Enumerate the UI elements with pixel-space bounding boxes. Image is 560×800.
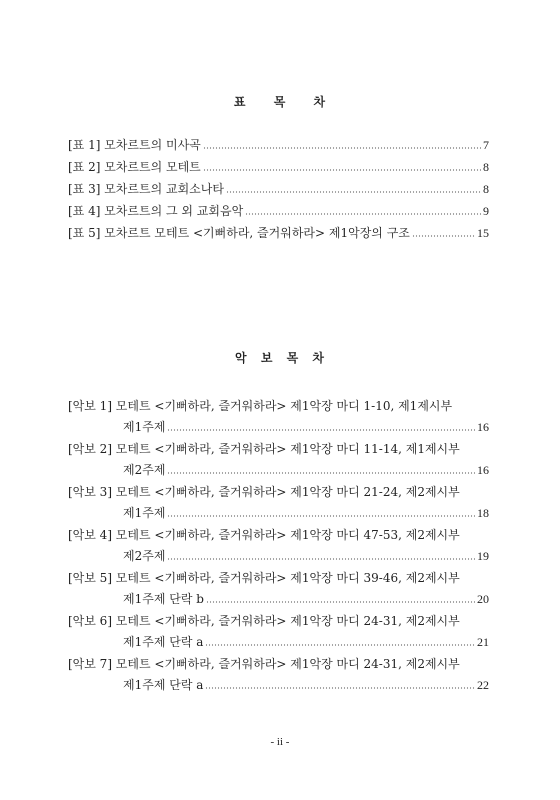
entry-label: [악보 4] 모테트 <기뻐하라, 즐거워하라> 제1악장 마디 47-53, 제2제시부	[68, 528, 460, 542]
table-entry-1[interactable]	[68, 138, 489, 153]
entry-label: [악보 5] 모테트 <기뻐하라, 즐거워하라> 제1악장 마디 39-46, 제2제시부	[68, 571, 460, 585]
leader-dots	[205, 644, 475, 646]
table-entry-5[interactable]	[68, 226, 489, 241]
entry-label: [악보 1] 모테트 <기뻐하라, 즐거워하라> 제1악장 마디 1-10, 제1제시부	[68, 399, 453, 413]
entry-label: [표 5] 모차르트 모테트 <기뻐하라, 즐거워하라> 제1악장의 구조	[68, 226, 410, 240]
example-entry-3[interactable]	[68, 485, 489, 521]
table-entry-2[interactable]	[68, 160, 489, 175]
entry-label: [악보 3] 모테트 <기뻐하라, 즐거워하라> 제1악장 마디 21-24, 제2제시부	[68, 485, 460, 499]
page-footer-number: - ii -	[270, 736, 290, 748]
leader-dots	[167, 472, 475, 474]
examples-section-title: 악 보 목 차	[235, 351, 325, 365]
leader-dots	[167, 515, 475, 517]
entry-label: [악보 7] 모테트 <기뻐하라, 즐거워하라> 제1악장 마디 24-31, 제2제시부	[68, 657, 460, 671]
leader-dots	[203, 147, 481, 149]
entry-sublabel: 제1주제	[123, 420, 166, 434]
entry-page-number: 16	[477, 463, 489, 477]
entry-sublabel: 제2주제	[123, 463, 166, 477]
entry-label: [악보 6] 모테트 <기뻐하라, 즐거워하라> 제1악장 마디 24-31, 제2제시부	[68, 614, 460, 628]
entry-page-number: 16	[477, 420, 489, 434]
entry-label: [표 3] 모차르트의 교회소나타	[68, 182, 224, 196]
entry-page-number: 18	[477, 506, 489, 520]
example-entry-2[interactable]	[68, 442, 489, 478]
leader-dots	[206, 601, 475, 603]
leader-dots	[205, 687, 475, 689]
table-entry-3[interactable]	[68, 182, 489, 197]
table-entry-4[interactable]	[68, 204, 489, 219]
entry-page-number: 22	[477, 678, 489, 692]
example-entry-1[interactable]	[68, 399, 489, 435]
leader-dots	[203, 169, 481, 171]
entry-sublabel: 제1주제 단락 a	[123, 635, 204, 649]
entry-label: [악보 2] 모테트 <기뻐하라, 즐거워하라> 제1악장 마디 11-14, 제1제시부	[68, 442, 460, 456]
entry-label: [표 1] 모차르트의 미사곡	[68, 138, 201, 152]
entry-page-number: 20	[477, 592, 489, 606]
entry-page-number: 8	[483, 182, 489, 196]
entry-page-number: 9	[483, 204, 489, 218]
leader-dots	[226, 191, 481, 193]
leader-dots	[167, 429, 475, 431]
example-entry-5[interactable]	[68, 571, 489, 607]
entry-label: [표 4] 모차르트의 그 외 교회음악	[68, 204, 244, 218]
entry-page-number: 7	[483, 138, 489, 152]
entry-page-number: 19	[477, 549, 489, 563]
tables-section-title: 표 목 차	[233, 95, 327, 109]
leader-dots	[245, 213, 481, 215]
entry-sublabel: 제1주제	[123, 506, 166, 520]
example-entry-6[interactable]	[68, 614, 489, 650]
entry-page-number: 15	[477, 226, 489, 240]
leader-dots	[167, 558, 475, 560]
entry-sublabel: 제1주제 단락 a	[123, 678, 204, 692]
entry-label: [표 2] 모차르트의 모테트	[68, 160, 201, 174]
example-entry-7[interactable]	[68, 657, 489, 693]
entry-page-number: 8	[483, 160, 489, 174]
leader-dots	[412, 235, 475, 237]
entry-page-number: 21	[477, 635, 489, 649]
example-entry-4[interactable]	[68, 528, 489, 564]
entry-sublabel: 제2주제	[123, 549, 166, 563]
entry-sublabel: 제1주제 단락 b	[123, 592, 204, 606]
